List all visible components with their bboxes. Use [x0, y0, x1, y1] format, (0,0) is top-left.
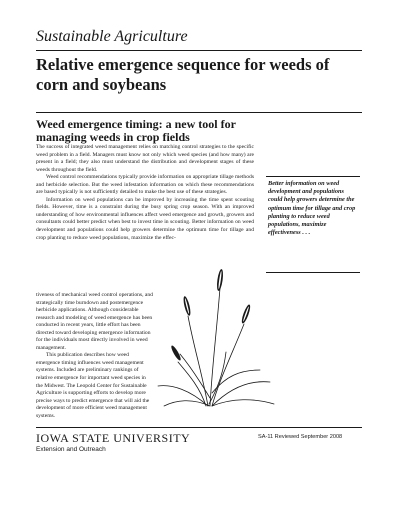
- publication-code: SA-11 Reviewed September 2008: [258, 434, 343, 440]
- title-divider-rule: [36, 112, 362, 113]
- series-title: Sustainable Agriculture: [36, 28, 188, 45]
- body-text-wide: [36, 144, 254, 242]
- section-heading: Weed emergence timing: a new tool for managing weeds in crop fields: [36, 117, 236, 144]
- paragraph-2: Weed control recommendations typically provide information on appropriate tillage methods and herbicide selection. But the weed infestation information on which these recommendations are based typically is not sufficiently detailed to make the best use of these strategies.: [36, 174, 254, 196]
- paragraph-3: Information on weed populations can be improved by increasing the time spent scouting fields. However, time is a constraint during the busy spring crop season. With an improved understanding of how environmental influences affect weed emergence and growth, growers and consultants could better predict when best to invest time in scouting. Better information on weed development and populations could help growers determine the optimum time for tillage and crop planting to reduce weed populations, maximize the effec-: [36, 196, 254, 241]
- university-name: IOWA STATE UNIVERSITY: [36, 431, 191, 445]
- isu-logo: [36, 432, 190, 453]
- body-text-narrow: [36, 292, 154, 420]
- pullquote-top-rule: [266, 176, 360, 177]
- pullquote-bottom-rule: [266, 272, 360, 273]
- footer-rule: [36, 427, 362, 428]
- paragraph-3-continued: tiveness of mechanical weed control operations, and strategically time burndown and postemergence herbicide applications. Although considerable research and modeling of weed emergence has been conducted in recent years, little effort has been directed toward developing emergence information for the individuals most directly involved in weed management.: [36, 292, 153, 351]
- paragraph-4: This publication describes how weed emergence timing influences weed management systems. Included are preliminary rankings of relative emergence for important weed species in the Midwest. The Leopold Center for Sustainable Agriculture is supporting efforts to develop more precise ways to predict emergence that will aid the development of more efficient weed management systems.: [36, 352, 150, 419]
- paragraph-1: The success of integrated weed management relies on matching control strategies to the specific weed problem in a field. Managers must know not only which weed species (and how many) are present in a field; they also must understand the distribution and development stages of these weeds throughout the field.: [36, 144, 254, 173]
- header-top-rule: [36, 50, 362, 51]
- extension-unit: Extension and Outreach: [36, 446, 106, 453]
- pull-quote: Better information on weed development and populations could help growers determine the optimum time for tillage and crop planting to reduce weed populations, maximize effectiveness . . .: [268, 180, 356, 237]
- grass-seedhead-illustration: [150, 258, 280, 408]
- document-title: Relative emergence sequence for weeds of corn and soybeans: [36, 55, 330, 94]
